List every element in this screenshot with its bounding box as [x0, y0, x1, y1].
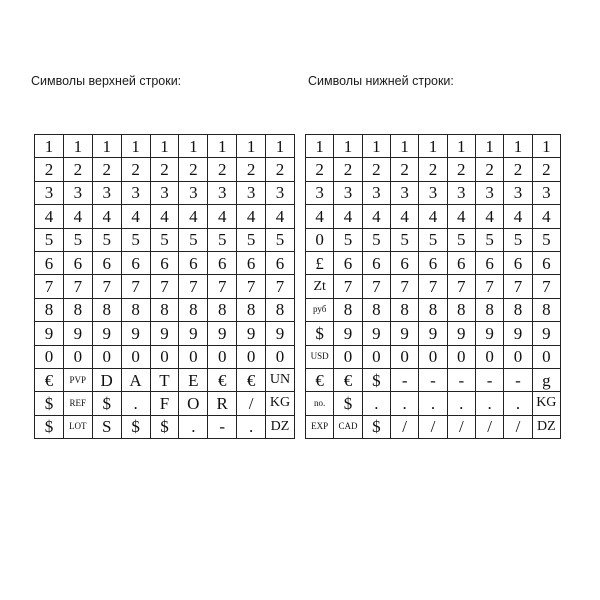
symbol-cell: KG: [532, 392, 560, 415]
table-row: [35, 322, 295, 345]
symbol-cell: $: [150, 415, 179, 438]
symbol-cell: 8: [266, 298, 295, 321]
symbol-cell: 1: [475, 135, 503, 158]
symbol-cell: 9: [419, 322, 447, 345]
symbol-cell: $: [362, 368, 390, 391]
symbol-cell: 1: [306, 135, 334, 158]
symbol-cell: 0: [390, 345, 418, 368]
symbol-cell: g: [532, 368, 560, 391]
symbol-cell: 1: [362, 135, 390, 158]
symbol-cell: 1: [237, 135, 266, 158]
symbol-cell: 0: [35, 345, 64, 368]
symbol-cell: 5: [362, 228, 390, 251]
symbol-cell: 0: [237, 345, 266, 368]
symbol-cell: руб: [306, 298, 334, 321]
symbol-cell: 6: [150, 251, 179, 274]
symbol-cell: 2: [266, 158, 295, 181]
symbol-cell: 5: [121, 228, 150, 251]
symbol-cell: 2: [150, 158, 179, 181]
symbol-cell: 7: [179, 275, 208, 298]
symbol-cell: 4: [121, 205, 150, 228]
symbol-cell: .: [504, 392, 532, 415]
symbol-cell: 3: [504, 181, 532, 204]
table-row: [35, 275, 295, 298]
symbol-cell: 3: [208, 181, 237, 204]
symbol-cell: 5: [35, 228, 64, 251]
symbol-cell: CAD: [334, 415, 362, 438]
symbol-cell: 8: [475, 298, 503, 321]
symbol-cell: 3: [334, 181, 362, 204]
symbol-cell: €: [208, 368, 237, 391]
symbol-cell: 9: [532, 322, 560, 345]
upper-row-symbols-table: [34, 134, 295, 439]
symbol-cell: 2: [179, 158, 208, 181]
symbol-cell: 6: [504, 251, 532, 274]
symbol-cell: $: [35, 415, 64, 438]
symbol-cell: $: [121, 415, 150, 438]
symbol-cell: 4: [532, 205, 560, 228]
symbol-cell: 2: [35, 158, 64, 181]
symbol-cell: 7: [334, 275, 362, 298]
symbol-cell: -: [208, 415, 237, 438]
symbol-cell: 8: [63, 298, 92, 321]
symbol-cell: 1: [63, 135, 92, 158]
table-row: [35, 392, 295, 415]
symbol-cell: .: [419, 392, 447, 415]
symbol-cell: 1: [447, 135, 475, 158]
symbol-cell: 0: [504, 345, 532, 368]
symbol-cell: .: [390, 392, 418, 415]
symbol-cell: .: [237, 415, 266, 438]
symbol-cell: DZ: [266, 415, 295, 438]
symbol-cell: 4: [475, 205, 503, 228]
symbol-cell: 7: [237, 275, 266, 298]
symbol-cell: A: [121, 368, 150, 391]
symbol-cell: 5: [504, 228, 532, 251]
table-row: [306, 275, 561, 298]
symbol-cell: /: [390, 415, 418, 438]
symbol-cell: 1: [532, 135, 560, 158]
symbol-cell: 2: [63, 158, 92, 181]
symbol-cell: 4: [63, 205, 92, 228]
symbol-cell: 6: [447, 251, 475, 274]
symbol-cell: 0: [334, 345, 362, 368]
symbol-cell: 3: [121, 181, 150, 204]
symbol-cell: 5: [447, 228, 475, 251]
symbol-cell: UN: [266, 368, 295, 391]
symbol-cell: /: [504, 415, 532, 438]
symbol-cell: 8: [92, 298, 121, 321]
table-row: [35, 368, 295, 391]
symbol-cell: 2: [92, 158, 121, 181]
symbol-cell: 0: [208, 345, 237, 368]
symbol-cell: 4: [447, 205, 475, 228]
symbol-cell: 1: [208, 135, 237, 158]
symbol-cell: 7: [208, 275, 237, 298]
symbol-cell: 4: [208, 205, 237, 228]
symbol-cell: €: [306, 368, 334, 391]
table-row: [35, 251, 295, 274]
symbol-cell: 9: [179, 322, 208, 345]
symbol-cell: 6: [237, 251, 266, 274]
symbol-cell: 8: [447, 298, 475, 321]
symbol-cell: 8: [179, 298, 208, 321]
symbol-cell: 2: [362, 158, 390, 181]
symbol-cell: /: [419, 415, 447, 438]
symbol-cell: .: [179, 415, 208, 438]
table-row: [306, 345, 561, 368]
symbol-cell: .: [121, 392, 150, 415]
symbol-cell: 4: [362, 205, 390, 228]
symbol-cell: 7: [121, 275, 150, 298]
symbol-cell: 4: [150, 205, 179, 228]
symbol-cell: 6: [35, 251, 64, 274]
symbol-cell: 7: [447, 275, 475, 298]
symbol-cell: 2: [237, 158, 266, 181]
symbol-cell: T: [150, 368, 179, 391]
symbol-cell: E: [179, 368, 208, 391]
symbol-cell: -: [475, 368, 503, 391]
symbol-cell: 7: [92, 275, 121, 298]
symbol-cell: $: [306, 322, 334, 345]
symbol-cell: 2: [532, 158, 560, 181]
symbol-cell: 2: [208, 158, 237, 181]
symbol-cell: 3: [306, 181, 334, 204]
symbol-cell: Zt: [306, 275, 334, 298]
symbol-cell: 4: [266, 205, 295, 228]
symbol-cell: 9: [504, 322, 532, 345]
symbol-cell: 8: [504, 298, 532, 321]
symbol-cell: /: [237, 392, 266, 415]
symbol-cell: 2: [419, 158, 447, 181]
symbol-cell: $: [92, 392, 121, 415]
symbol-cell: 0: [447, 345, 475, 368]
symbol-cell: 9: [447, 322, 475, 345]
table-row: [306, 322, 561, 345]
symbol-cell: EXP: [306, 415, 334, 438]
symbol-cell: 4: [92, 205, 121, 228]
symbol-cell: 1: [121, 135, 150, 158]
symbol-cell: 6: [92, 251, 121, 274]
symbol-cell: 6: [208, 251, 237, 274]
symbol-cell: D: [92, 368, 121, 391]
symbol-cell: 0: [362, 345, 390, 368]
symbol-cell: 8: [532, 298, 560, 321]
symbol-cell: 4: [334, 205, 362, 228]
symbol-cell: 5: [334, 228, 362, 251]
table-row: [35, 205, 295, 228]
table-row: [306, 135, 561, 158]
symbol-cell: 5: [179, 228, 208, 251]
symbol-cell: 3: [390, 181, 418, 204]
symbol-cell: 6: [334, 251, 362, 274]
symbol-cell: €: [334, 368, 362, 391]
symbol-cell: 9: [237, 322, 266, 345]
symbol-cell: 0: [92, 345, 121, 368]
symbol-cell: $: [362, 415, 390, 438]
table-row: [306, 251, 561, 274]
symbol-cell: 2: [390, 158, 418, 181]
upper-row-symbols-caption: Символы верхней строки:: [31, 74, 182, 88]
symbol-cell: 6: [362, 251, 390, 274]
symbol-cell: 3: [179, 181, 208, 204]
symbol-cell: 1: [35, 135, 64, 158]
symbol-cell: 0: [532, 345, 560, 368]
symbol-cell: £: [306, 251, 334, 274]
symbol-cell: 1: [504, 135, 532, 158]
symbol-cell: 4: [179, 205, 208, 228]
symbol-cell: 3: [532, 181, 560, 204]
symbol-cell: 4: [306, 205, 334, 228]
symbol-cell: 7: [532, 275, 560, 298]
symbol-cell: 5: [92, 228, 121, 251]
symbol-cell: 6: [121, 251, 150, 274]
table-row: [35, 181, 295, 204]
symbol-cell: 6: [266, 251, 295, 274]
table-row: [35, 158, 295, 181]
table-row: [306, 228, 561, 251]
symbol-cell: -: [390, 368, 418, 391]
symbol-cell: 7: [475, 275, 503, 298]
symbol-cell: DZ: [532, 415, 560, 438]
symbol-cell: 4: [504, 205, 532, 228]
symbol-cell: 2: [475, 158, 503, 181]
symbol-cell: USD: [306, 345, 334, 368]
symbol-cell: .: [447, 392, 475, 415]
table-row: [35, 135, 295, 158]
symbol-cell: 3: [447, 181, 475, 204]
symbol-cell: €: [35, 368, 64, 391]
symbol-cell: 2: [504, 158, 532, 181]
symbol-cell: 7: [362, 275, 390, 298]
symbol-cell: 6: [179, 251, 208, 274]
symbol-cell: 1: [92, 135, 121, 158]
symbol-cell: 7: [35, 275, 64, 298]
symbol-cell: 9: [266, 322, 295, 345]
table-row: [306, 158, 561, 181]
table-row: [35, 345, 295, 368]
symbol-cell: 4: [419, 205, 447, 228]
symbol-cell: 1: [266, 135, 295, 158]
symbol-cell: 5: [266, 228, 295, 251]
table-row: [306, 205, 561, 228]
symbol-cell: 3: [150, 181, 179, 204]
symbol-cell: 1: [150, 135, 179, 158]
symbol-cell: -: [447, 368, 475, 391]
symbol-cell: 7: [63, 275, 92, 298]
symbol-cell: 3: [475, 181, 503, 204]
symbol-cell: 5: [390, 228, 418, 251]
symbol-cell: .: [475, 392, 503, 415]
symbol-cell: 8: [35, 298, 64, 321]
symbol-cell: 8: [237, 298, 266, 321]
symbol-cell: 8: [419, 298, 447, 321]
symbol-cell: /: [447, 415, 475, 438]
symbol-cell: 6: [419, 251, 447, 274]
symbol-cell: 3: [266, 181, 295, 204]
symbol-cell: 2: [447, 158, 475, 181]
table-row: [35, 228, 295, 251]
symbol-cell: 5: [208, 228, 237, 251]
symbol-cell: 9: [92, 322, 121, 345]
symbol-cell: 6: [532, 251, 560, 274]
symbol-cell: 3: [419, 181, 447, 204]
symbol-cell: 7: [150, 275, 179, 298]
symbol-cell: 2: [121, 158, 150, 181]
symbol-cell: 5: [237, 228, 266, 251]
table-row: [306, 368, 561, 391]
table-row: [306, 415, 561, 438]
symbol-cell: 0: [266, 345, 295, 368]
symbol-cell: R: [208, 392, 237, 415]
table-row: [306, 298, 561, 321]
symbol-cell: 4: [390, 205, 418, 228]
symbol-cell: 5: [150, 228, 179, 251]
symbol-cell: €: [237, 368, 266, 391]
symbol-cell: $: [35, 392, 64, 415]
symbol-cell: 6: [63, 251, 92, 274]
symbol-cell: 9: [390, 322, 418, 345]
symbol-cell: -: [504, 368, 532, 391]
symbol-cell: LOT: [63, 415, 92, 438]
table-row: [35, 298, 295, 321]
symbol-cell: 3: [92, 181, 121, 204]
symbol-cell: 7: [390, 275, 418, 298]
symbol-cell: 7: [419, 275, 447, 298]
symbol-cell: F: [150, 392, 179, 415]
symbol-cell: 7: [504, 275, 532, 298]
symbol-cell: 6: [475, 251, 503, 274]
symbol-cell: 8: [208, 298, 237, 321]
symbol-cell: 4: [35, 205, 64, 228]
symbol-cell: 1: [334, 135, 362, 158]
symbol-cell: 0: [475, 345, 503, 368]
symbol-cell: 3: [237, 181, 266, 204]
symbol-cell: 6: [390, 251, 418, 274]
symbol-cell: 7: [266, 275, 295, 298]
symbol-cell: 0: [306, 228, 334, 251]
table-row: [35, 415, 295, 438]
table-row: [306, 181, 561, 204]
symbol-cell: 0: [150, 345, 179, 368]
symbol-cell: 9: [121, 322, 150, 345]
symbol-cell: 9: [334, 322, 362, 345]
symbol-cell: 8: [121, 298, 150, 321]
symbol-cell: 9: [475, 322, 503, 345]
symbol-cell: $: [334, 392, 362, 415]
symbol-cell: 9: [150, 322, 179, 345]
symbol-cell: 9: [208, 322, 237, 345]
symbol-cell: 3: [362, 181, 390, 204]
symbol-cell: 5: [63, 228, 92, 251]
symbol-cell: 2: [334, 158, 362, 181]
symbol-cell: /: [475, 415, 503, 438]
symbol-cell: S: [92, 415, 121, 438]
symbol-cell: .: [362, 392, 390, 415]
symbol-cell: -: [419, 368, 447, 391]
symbol-cell: 1: [419, 135, 447, 158]
symbol-cell: 5: [475, 228, 503, 251]
symbol-cell: 3: [35, 181, 64, 204]
symbol-cell: 0: [179, 345, 208, 368]
symbol-cell: 1: [179, 135, 208, 158]
symbol-cell: 1: [390, 135, 418, 158]
symbol-cell: 8: [334, 298, 362, 321]
symbol-cell: 8: [390, 298, 418, 321]
symbol-cell: 9: [35, 322, 64, 345]
lower-row-symbols-caption: Символы нижней строки:: [308, 74, 454, 88]
symbol-cell: O: [179, 392, 208, 415]
symbol-cell: 0: [63, 345, 92, 368]
symbol-cell: 3: [63, 181, 92, 204]
symbol-cell: 0: [419, 345, 447, 368]
symbol-cell: 9: [63, 322, 92, 345]
table-row: [306, 392, 561, 415]
symbol-cell: REF: [63, 392, 92, 415]
symbol-cell: 5: [532, 228, 560, 251]
symbol-cell: PVP: [63, 368, 92, 391]
symbol-cell: 2: [306, 158, 334, 181]
symbol-cell: 5: [419, 228, 447, 251]
symbol-cell: 0: [121, 345, 150, 368]
symbol-cell: 8: [362, 298, 390, 321]
symbol-cell: 8: [150, 298, 179, 321]
lower-row-symbols-table: [305, 134, 561, 439]
symbol-cell: 4: [237, 205, 266, 228]
symbol-cell: 9: [362, 322, 390, 345]
symbol-cell: KG: [266, 392, 295, 415]
symbol-cell: no.: [306, 392, 334, 415]
